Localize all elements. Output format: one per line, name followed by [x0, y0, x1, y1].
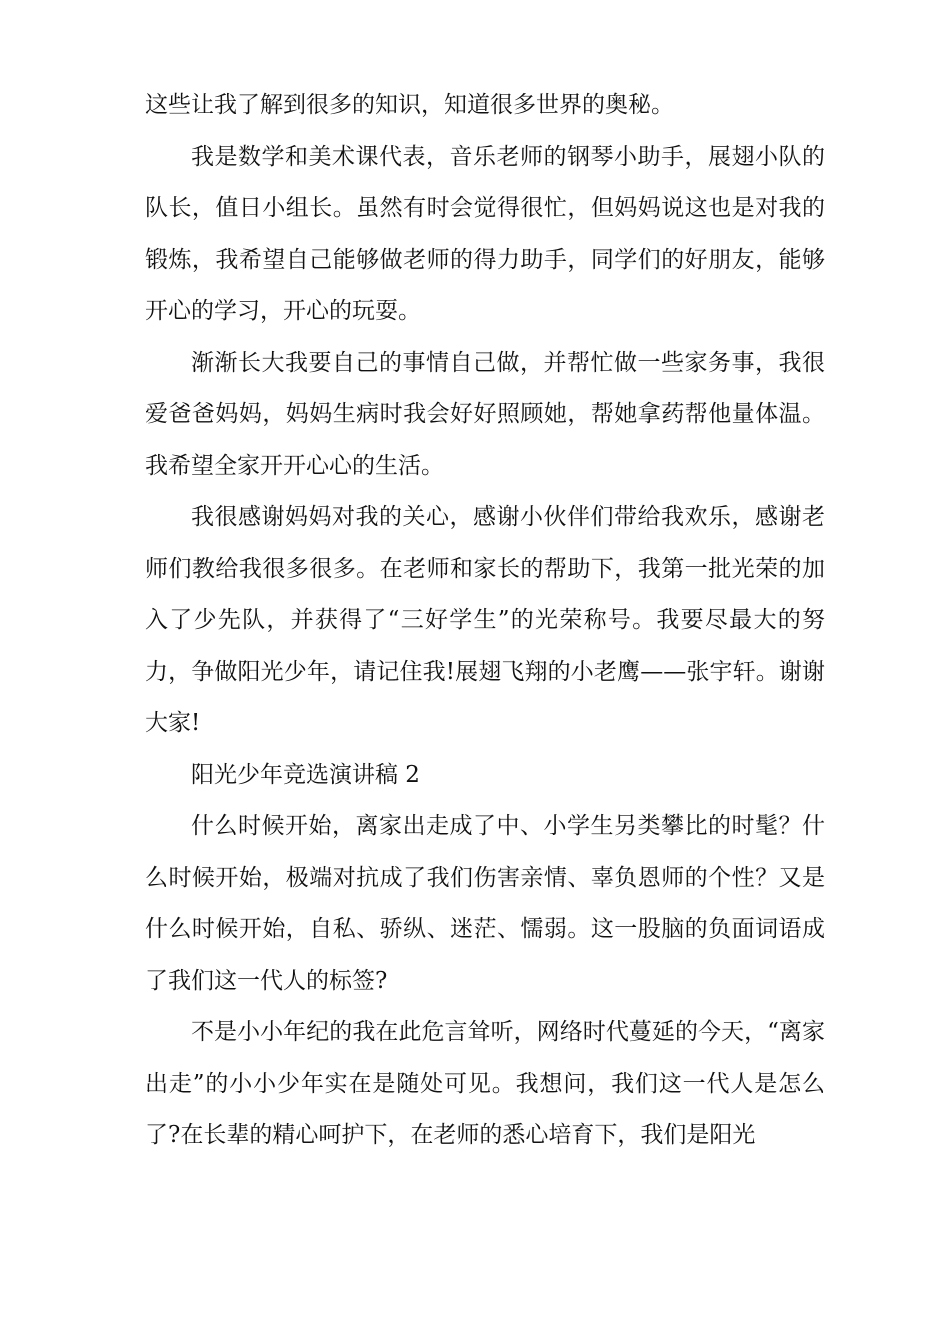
- document-page: [145, 80, 825, 1162]
- paragraph-continuation: 这些让我了解到很多的知识，知道很多世界的奥秘。: [145, 92, 674, 118]
- section-heading: 阳光少年竞选演讲稿 2: [191, 761, 420, 788]
- paragraph-questions: 什么时候开始，离家出走成了中、小学生另类攀比的时髦？什么时候开始，极端对抗成了我们伤害亲情、辜负恩师的个性？又是什么时候开始，自私、骄纵、迷茫、懦弱。这一股脑的负面词语成了我们这一代人的标签?: [145, 813, 825, 994]
- paragraph-runaway: 不是小小年纪的我在此危言耸听，网络时代蔓延的今天，“离家出走”的小小少年实在是随处可见。我想问，我们这一代人是怎么了?在长辈的精心呵护下，在老师的悉心培育下，我们是阳光: [145, 1019, 825, 1148]
- paragraph-class-roles: 我是数学和美术课代表，音乐老师的钢琴小助手，展翅小队的队长，值日小组长。虽然有时会觉得很忙，但妈妈说这也是对我的锻炼，我希望自己能够做老师的得力助手，同学们的好朋友，能够开心的学习，开心的玩耍。: [145, 143, 825, 324]
- paragraph-thanks: 我很感谢妈妈对我的关心，感谢小伙伴们带给我欢乐，感谢老师们教给我很多很多。在老师和家长的帮助下，我第一批光荣的加入了少先队，并获得了“三好学生”的光荣称号。我要尽最大的努力，争做阳光少年，请记住我!展翅飞翔的小老鹰——张宇轩。谢谢大家!: [145, 504, 825, 736]
- paragraph-growing-up: 渐渐长大我要自己的事情自己做，并帮忙做一些家务事，我很爱爸爸妈妈，妈妈生病时我会好好照顾她，帮她拿药帮他量体温。我希望全家开开心心的生活。: [145, 349, 825, 479]
